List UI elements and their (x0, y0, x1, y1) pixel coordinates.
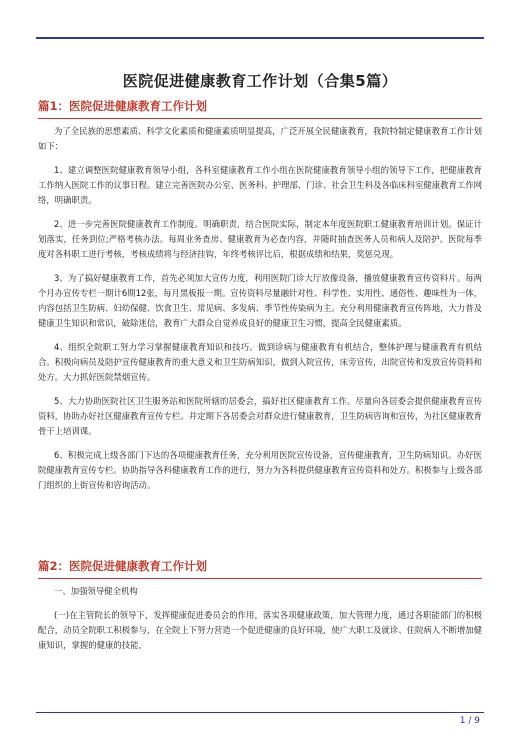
document-title: 医院促进健康教育工作计划（合集5篇） (122, 72, 398, 90)
section-heading-2: 篇2：医院促进健康教育工作计划 (38, 558, 482, 579)
page-number: 1 / 9 (459, 716, 480, 726)
paragraph: 5、大力协助医院社区卫生服务站和医院所辖的居委会，搞好社区健康教育工作。尽量向各居委会提供健康教育宣传资料，协助办好社区健康教育宣传专栏。并定期下各居委会对群众进行健康教育，卫生防病咨询和宣传，为社区健康教育骨干上培训课。 (38, 396, 482, 436)
section-body-1 (38, 124, 482, 502)
paragraph: 6、积极完成上级各部门下达的各项健康教育任务，充分利用医院宣传设备，宣传健康教育，卫生防病知识。办好医院健康教育宣传专栏。协助指导各科健康教育工作的进行，努力为各科提供健康教育宣传资料和处方。积极参与上级各部门组织的上街宣传和咨询活动。 (38, 450, 482, 490)
footer-rule (36, 712, 484, 713)
section-body-2 (38, 584, 482, 662)
header-rule (36, 37, 484, 39)
paragraph: 4、组织全院职工努力学习掌握健康教育知识和技巧。做到诊病与健康教育有机结合，整体护理与健康教育有机结合。积极向病员及陪护宣传健康教育的重大意义和卫生防病知识，做到入院宣传，床旁宣传，出院宣传和发放宣传资料和处方。大力抓好医院禁烟宣传。 (38, 342, 482, 382)
paragraph: 3、为了搞好健康教育工作，首先必须加大宣传力度，利用医院门诊大厅放像设备，播放健康教育宣传资料片。每两个月办宣传专栏一期计6期12张，每月黑板报一期。宣传资料尽量融针对性、科学性、实用性、通俗性、趣味性为一体，内容包括卫生防病、妇幼保健、饮食卫生、常见病、多发病、季节性传染病为主。充分利用健康教育宣传阵地，大力普及健康卫生知识和常识，破除迷信，教育广大群众自觉养成良好的健康卫生习惯，提高全民健康素质。 (38, 273, 482, 328)
section-heading-1: 篇1：医院促进健康教育工作计划 (38, 98, 482, 119)
paragraph: 2、进一步完善医院健康教育工作制度。明确职责，结合医院实际，制定本年度医院职工健康教育培训计划。保证计划落实，任务到位;严格考核办法。每周业务查房、健康教育为必查内容，并随时抽查医务人员和病人及陪护。医院每季度对各科职工进行考核，考核成绩将与经济挂钩，年终考核评比后，根据成绩和结果，奖惩兑现。 (38, 219, 482, 259)
paragraph: 1、建立调整医院健康教育领导小组，各科室健康教育工作小组在医院健康教育领导小组的领导下工作，把健康教育工作纳入医院工作的议事日程。建立完善医院办公室、医务科、护理部、门诊、社会卫生科及各临床科室健康教育工作网络，明确职责。 (38, 165, 482, 205)
paragraph: 为了全民族的思想素质、科学文化素质和健康素质明显提高，广泛开展全民健康教育，我院特制定健康教育工作计划如下： (38, 126, 482, 151)
paragraph: (一)在主管院长的领导下，发挥健康促进委员会的作用，落实各项健康政策，加大管理力度，通过各职能部门的积极配合，动员全院职工积极参与，在全院上下努力营造一个促进健康的良好环境，使广大职工及就诊、住院病人不断增加健康知识，掌握的健康的技能， (38, 610, 482, 650)
paragraph: 一、加强领导健全机构 (54, 586, 138, 596)
